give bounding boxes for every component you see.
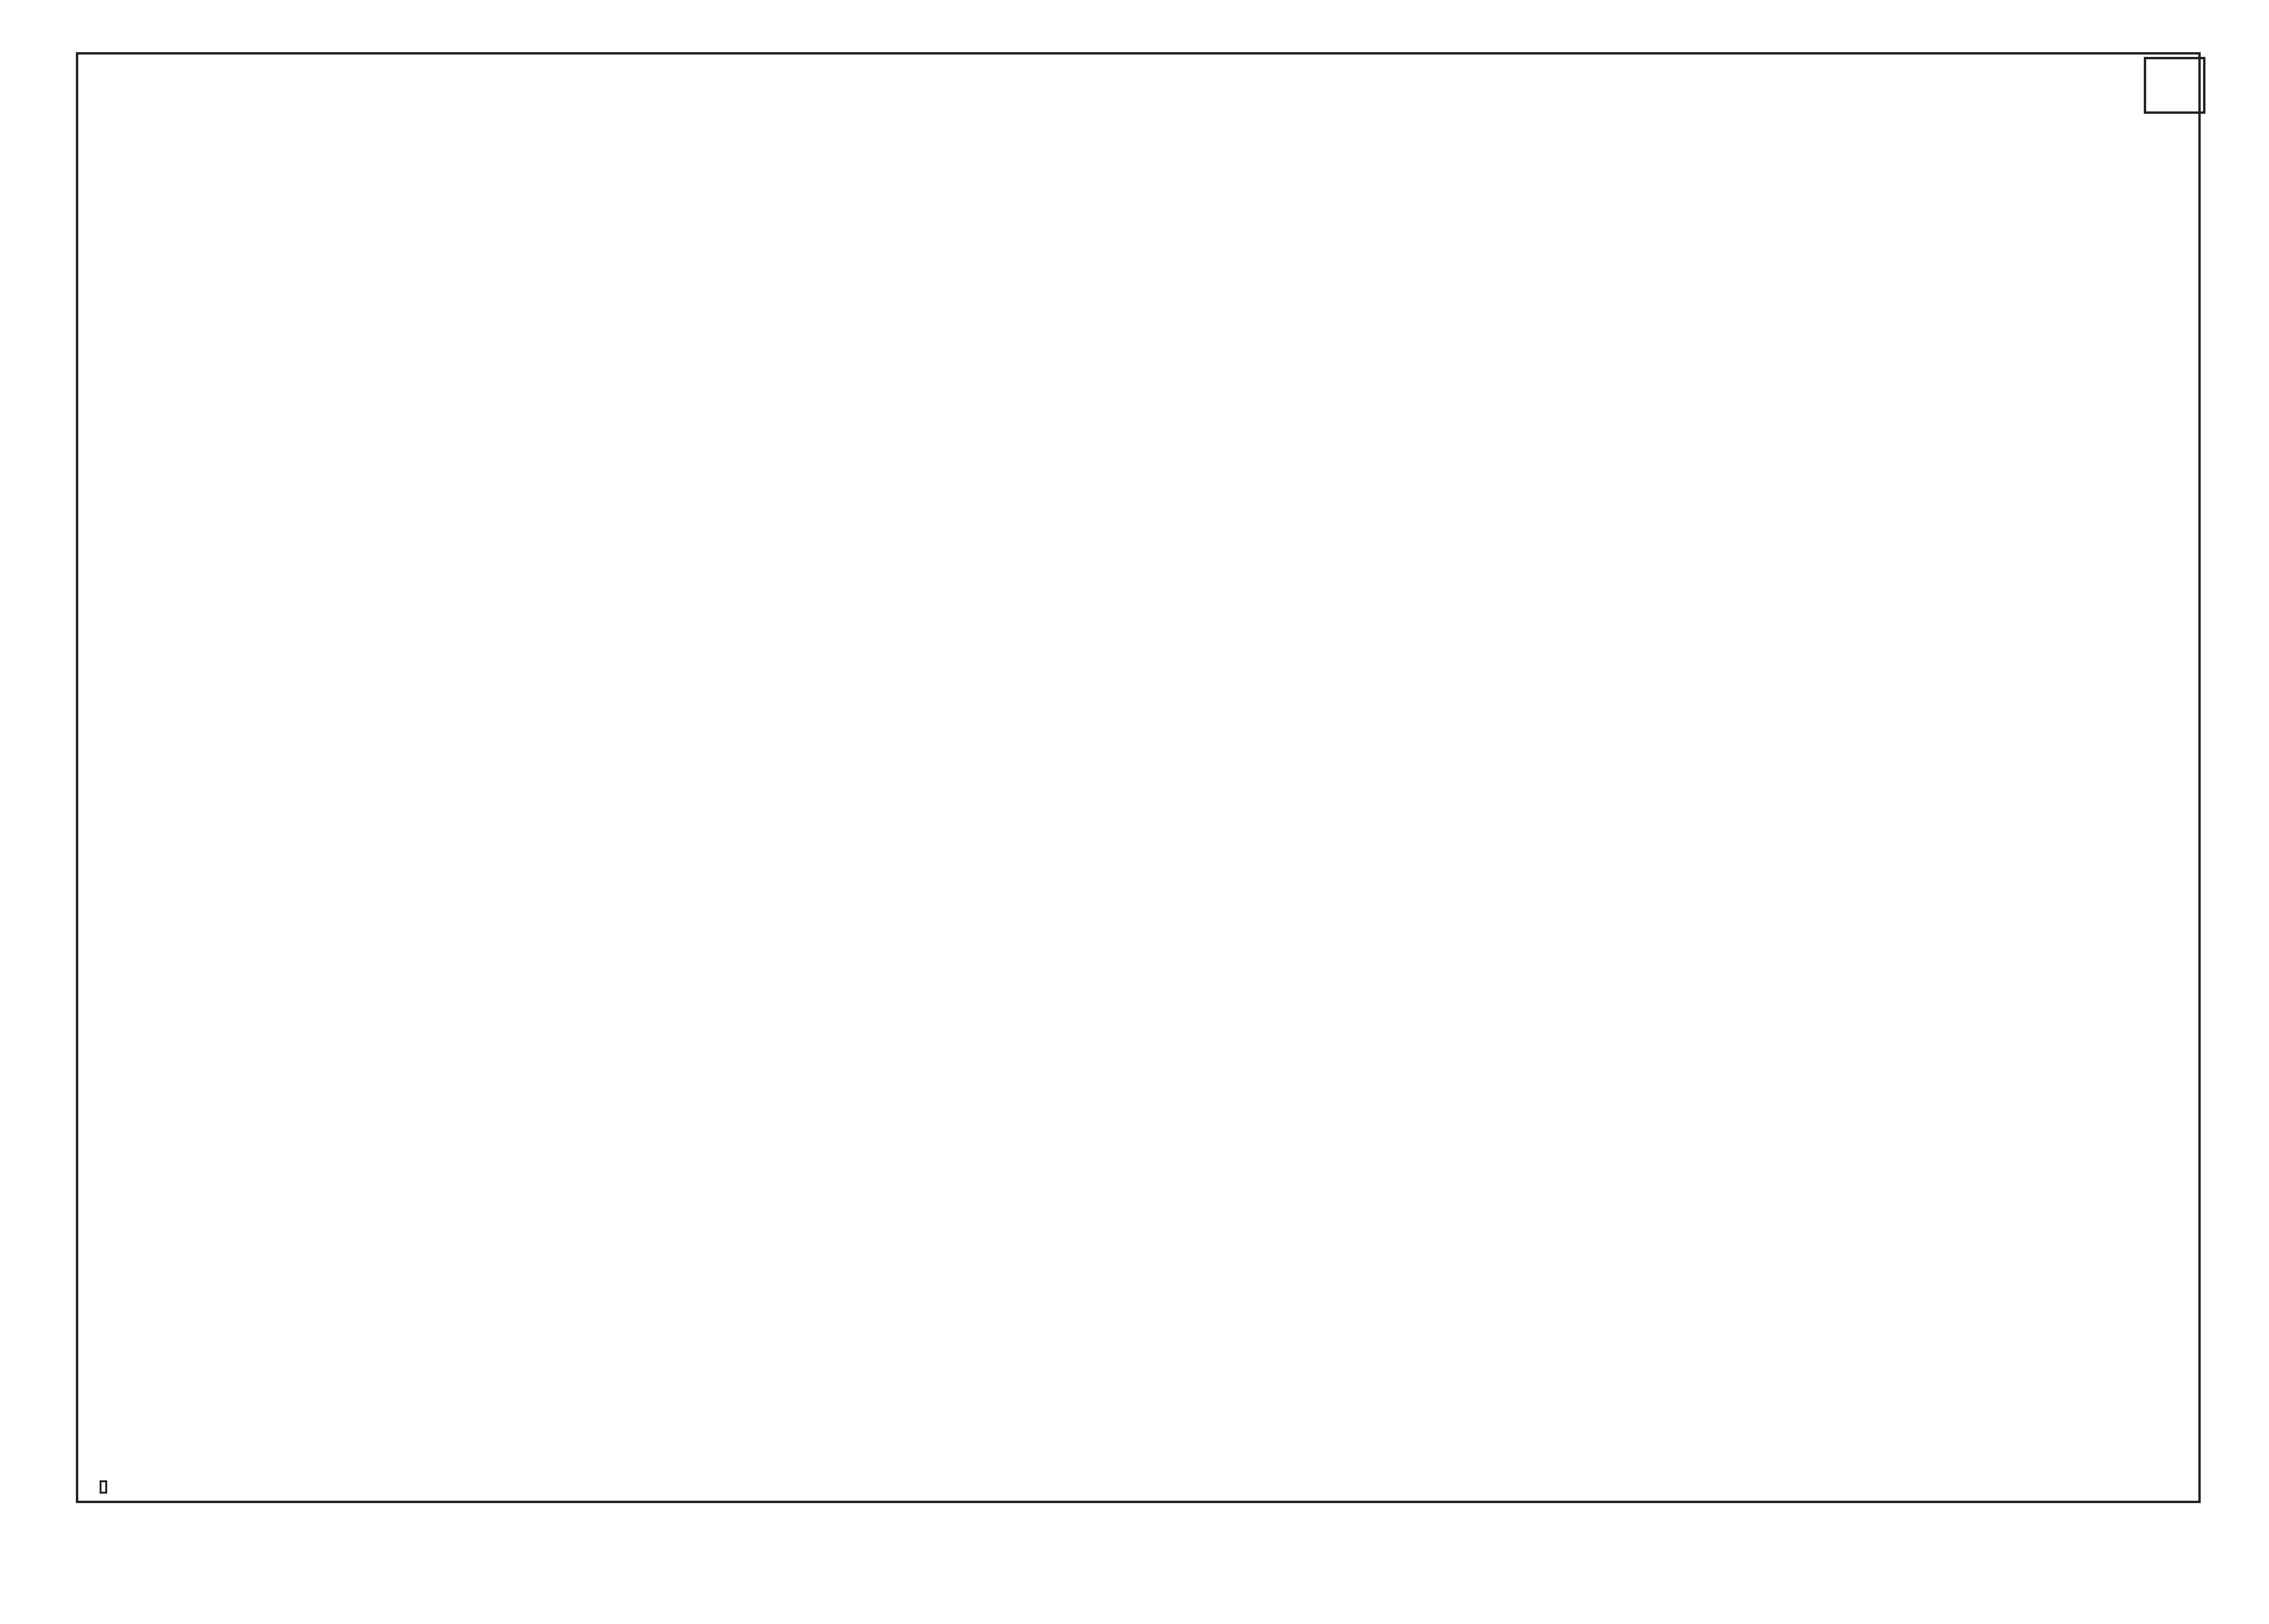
- sheet-number: [2144, 57, 2205, 114]
- side-stamp: [100, 1480, 107, 1494]
- drawing-frame: [76, 52, 2201, 1503]
